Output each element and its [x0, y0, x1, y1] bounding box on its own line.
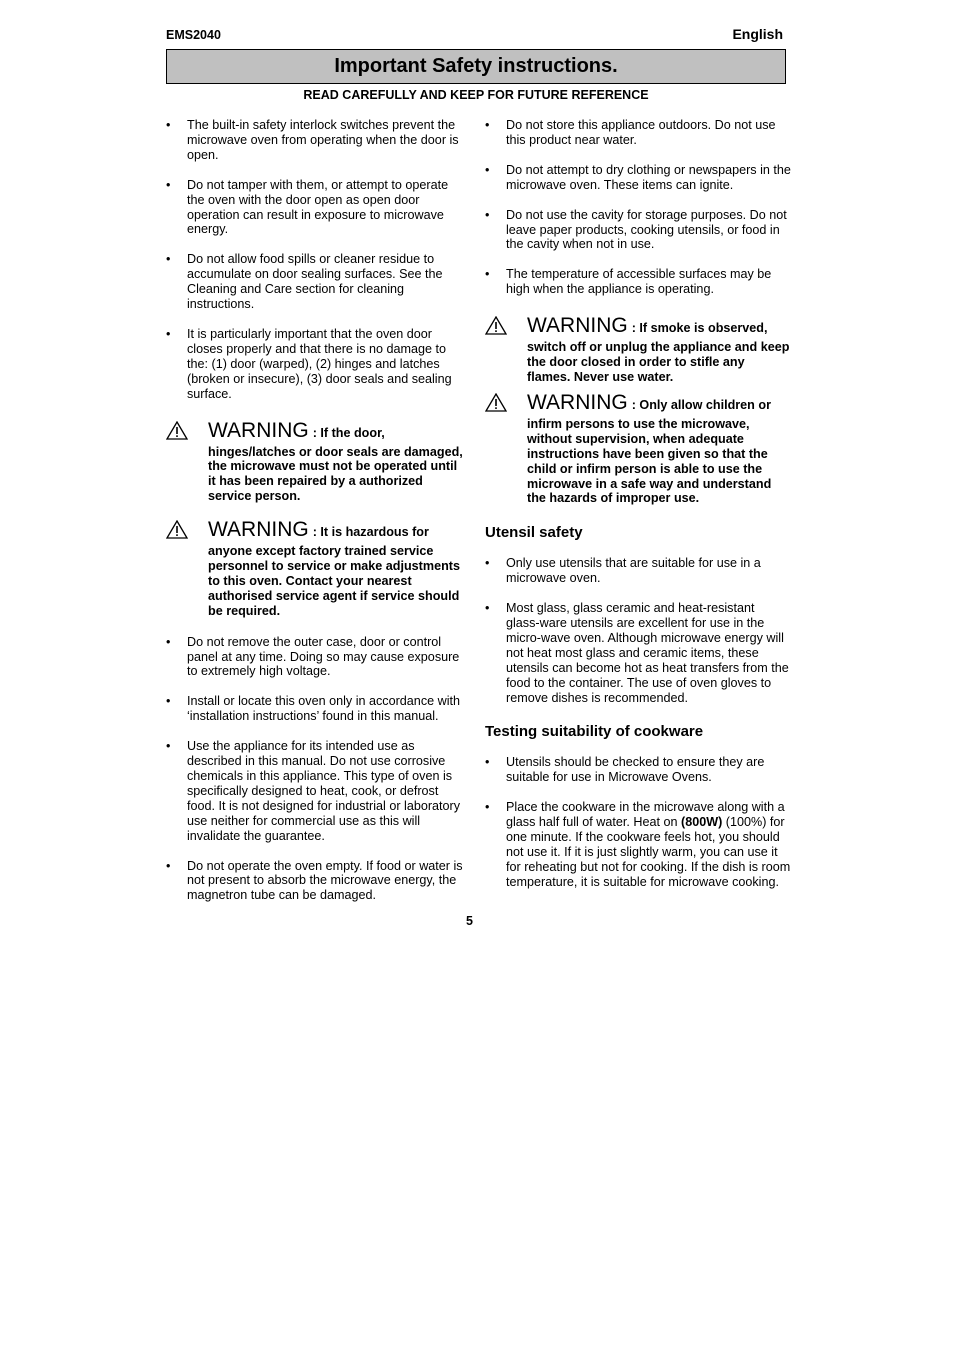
list-item: • The built-in safety interlock switches prevent the microwave oven from operating when the door is open.	[166, 118, 468, 163]
warning-text: hinges/latches or door seals are damaged, the microwave must not be operated until it has been repaired by a authorized service person.	[208, 444, 463, 504]
list-item: • Use the appliance for its intended use as described in this manual. Do not use corrosive chemicals in this appliance. This type of oven is specifically designed to heat, cook, or defrost food. It is not designed for industrial or laboratory use neither for commercial use as this will invalidate the guarantee.	[166, 739, 468, 843]
warning-text: switch off or unplug the appliance and keep the door closed in order to stifle any flames. Never use water.	[527, 340, 790, 384]
model-number: EMS2040	[166, 28, 221, 42]
warning-icon	[166, 520, 188, 539]
list-item-text: Place the cookware in the microwave along with a glass half full of water. Heat on	[506, 800, 785, 830]
list-item	[485, 800, 791, 889]
list-item: • Do not allow food spills or cleaner residue to accumulate on door sealing surfaces. See the Cleaning and Care section for cleaning instructions.	[166, 252, 468, 312]
section-heading-testing-cookware: Testing suitability of cookware	[485, 723, 704, 741]
page-number: 5	[466, 914, 473, 928]
list-item: • Do not attempt to dry clothing or newspapers in the microwave oven. These items can ignite.	[485, 163, 791, 193]
warning-word: WARNING	[527, 390, 628, 414]
language-label: English	[732, 26, 783, 42]
page-subtitle: READ CAREFULLY AND KEEP FOR FUTURE REFERENCE	[303, 88, 649, 102]
warning-block	[166, 419, 468, 505]
power-value: (800W)	[681, 815, 723, 830]
page-title: Important Safety instructions.	[334, 55, 618, 77]
warning-word: WARNING	[527, 314, 628, 338]
left-column	[166, 118, 468, 903]
list-item: • Utensils should be checked to ensure they are suitable for use in Microwave Ovens.	[485, 755, 791, 785]
warning-icon	[485, 316, 507, 335]
warning-lead: : Only allow children or	[631, 397, 771, 412]
right-column	[485, 118, 791, 890]
list-item: • Do not tamper with them, or attempt to operate the oven with the door open as open door operation can result in exposure to microwave energy.	[166, 178, 468, 238]
warning-text: infirm persons to use the microwave, without supervision, when adequate instructions have been given so that the child or infirm person is able to use the microwave in a safe way and understand the hazards of improper use.	[527, 416, 772, 506]
warning-word: WARNING	[208, 518, 309, 542]
warning-block	[166, 518, 468, 619]
warning-block	[485, 391, 791, 506]
title-banner	[166, 49, 786, 84]
list-item: • Only use utensils that are suitable for use in a microwave oven.	[485, 556, 791, 586]
list-item: • Do not remove the outer case, door or control panel at any time. Doing so may cause exposure to extremely high voltage.	[166, 635, 468, 680]
list-item: • Do not store this appliance outdoors. Do not use this product near water.	[485, 118, 791, 148]
list-item: • Install or locate this oven only in accordance with ‘installation instructions’ found in this manual.	[166, 694, 468, 724]
list-item: • Do not use the cavity for storage purposes. Do not leave paper products, cooking utensils, or food in the cavity when not in use.	[485, 208, 791, 253]
warning-lead: : It is hazardous for	[312, 525, 429, 540]
warning-icon	[166, 421, 188, 440]
warning-block	[485, 314, 791, 385]
warning-lead: : If the door,	[312, 425, 385, 440]
warning-text: anyone except factory trained service personnel to service or make adjustments to this oven. Contact your nearest authorised service agent if service should be required.	[208, 544, 460, 618]
list-item-text: (100%) for one minute. If the cookware feels hot, you should not use it. If it is just slightly warm, you can use it for reheating but not for cooking. If the dish is room temperature, it is suitable for microwave cooking.	[506, 815, 791, 889]
warning-icon	[485, 393, 507, 412]
warning-word: WARNING	[208, 418, 309, 442]
warning-lead: : If smoke is observed,	[631, 321, 768, 336]
section-heading-utensil-safety: Utensil safety	[485, 524, 583, 542]
list-item: • The temperature of accessible surfaces may be high when the appliance is operating.	[485, 267, 791, 297]
list-item: • Do not operate the oven empty. If food or water is not present to absorb the microwave energy, the magnetron tube can be damaged.	[166, 859, 468, 904]
list-item: • Most glass, glass ceramic and heat-resistant glass-ware utensils are excellent for use in the micro-wave oven. Although microwave energy will not heat most glass and ceramic items, these utensils can become hot as heat transfers from the food to the container. The use of oven gloves to remove dishes is recommended.	[485, 601, 791, 705]
list-item: • It is particularly important that the oven door closes properly and that there is no damage to the: (1) door (warped), (2) hinges and latches (broken or insecure), (3) door seals and sealing surface.	[166, 327, 468, 402]
